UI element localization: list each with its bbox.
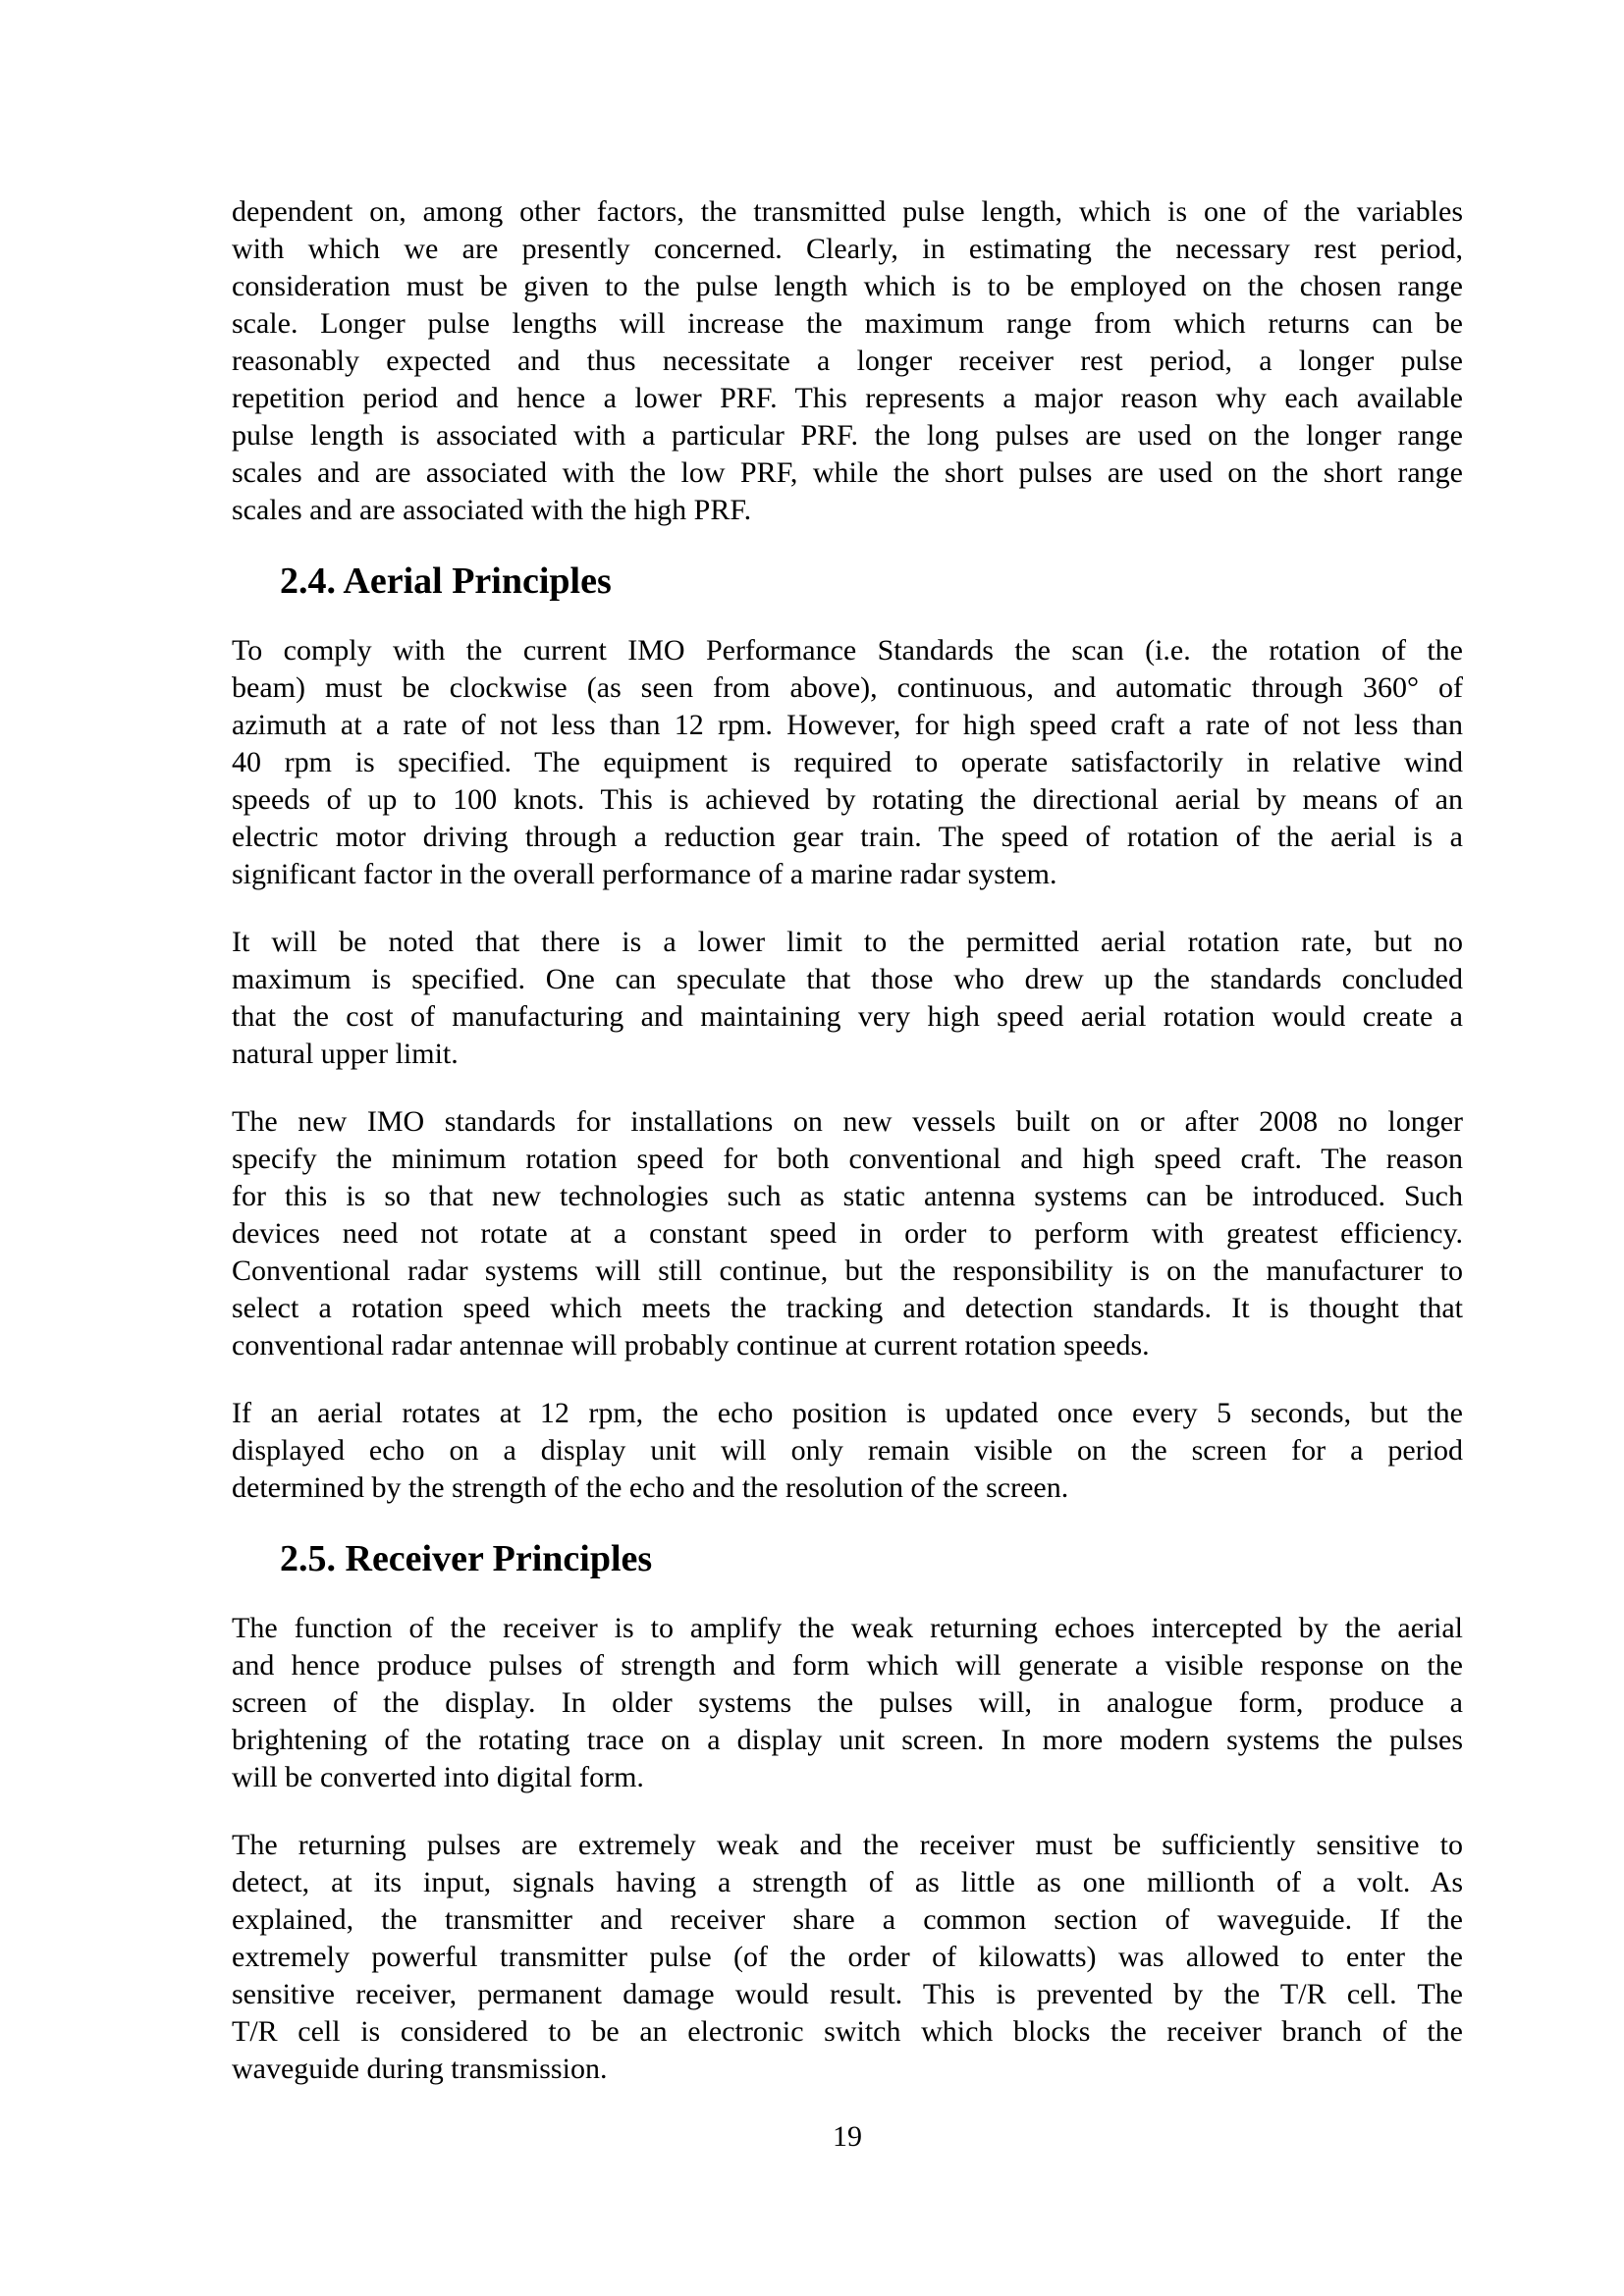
text-line: specify the minimum rotation speed for both conventional and high speed craft. The reason bbox=[232, 1143, 1463, 1175]
section-heading: 2.4. Aerial Principles bbox=[280, 561, 612, 602]
text-line: Conventional radar systems will still continue, but the responsibility is on the manufacturer to bbox=[232, 1255, 1463, 1287]
text-line: for this is so that new technologies such as static antenna systems can be introduced. Such bbox=[232, 1180, 1463, 1212]
text-line: extremely powerful transmitter pulse (of the order of kilowatts) was allowed to enter the bbox=[232, 1941, 1463, 1973]
text-line: that the cost of manufacturing and maintaining very high speed aerial rotation would create a bbox=[232, 1000, 1463, 1033]
text-line: electric motor driving through a reduction gear train. The speed of rotation of the aerial is a bbox=[232, 821, 1463, 853]
paragraph bbox=[232, 1395, 1463, 1507]
text-line: maximum is specified. One can speculate that those who drew up the standards concluded bbox=[232, 963, 1463, 995]
text-column bbox=[232, 193, 1463, 2156]
text-line: select a rotation speed which meets the tracking and detection standards. It is thought that bbox=[232, 1292, 1463, 1324]
text-line: repetition period and hence a lower PRF. This represents a major reason why each available bbox=[232, 382, 1463, 414]
text-line: and hence produce pulses of strength and form which will generate a visible response on the bbox=[232, 1649, 1463, 1682]
paragraph bbox=[232, 1827, 1463, 2088]
text-line: natural upper limit. bbox=[232, 1038, 459, 1070]
text-line: displayed echo on a display unit will only remain visible on the screen for a period bbox=[232, 1434, 1463, 1467]
paragraph bbox=[232, 632, 1463, 893]
text-line: The returning pulses are extremely weak and the receiver must be sufficiently sensitive to bbox=[232, 1829, 1463, 1861]
text-line: pulse length is associated with a particular PRF. the long pulses are used on the longer range bbox=[232, 419, 1463, 452]
text-line: explained, the transmitter and receiver share a common section of waveguide. If the bbox=[232, 1903, 1463, 1936]
text-line: scale. Longer pulse lengths will increase the maximum range from which returns can be bbox=[232, 307, 1463, 340]
text-line: azimuth at a rate of not less than 12 rpm. However, for high speed craft a rate of not less than bbox=[232, 709, 1463, 741]
paragraph bbox=[232, 1103, 1463, 1364]
text-line: significant factor in the overall performance of a marine radar system. bbox=[232, 858, 1057, 890]
text-line: The function of the receiver is to amplify the weak returning echoes intercepted by the aerial bbox=[232, 1612, 1463, 1644]
text-line: speeds of up to 100 knots. This is achieved by rotating the directional aerial by means of an bbox=[232, 783, 1463, 816]
text-line: To comply with the current IMO Performance Standards the scan (i.e. the rotation of the bbox=[232, 634, 1463, 667]
paragraph bbox=[232, 1610, 1463, 1796]
paragraph bbox=[232, 193, 1463, 529]
text-line: detect, at its input, signals having a strength of as little as one millionth of a volt. As bbox=[232, 1866, 1463, 1898]
text-line: will be converted into digital form. bbox=[232, 1761, 644, 1793]
text-line: conventional radar antennae will probably continue at current rotation speeds. bbox=[232, 1329, 1150, 1362]
text-line: T/R cell is considered to be an electronic switch which blocks the receiver branch of the bbox=[232, 2015, 1463, 2048]
section-heading: 2.5. Receiver Principles bbox=[280, 1538, 653, 1579]
text-line: waveguide during transmission. bbox=[232, 2053, 608, 2085]
text-line: reasonably expected and thus necessitate a longer receiver rest period, a longer pulse bbox=[232, 345, 1463, 377]
text-line: consideration must be given to the pulse length which is to be employed on the chosen range bbox=[232, 270, 1463, 302]
page-number: 19 bbox=[833, 2120, 862, 2153]
paragraph bbox=[232, 924, 1463, 1073]
text-line: scales and are associated with the low PRF, while the short pulses are used on the short range bbox=[232, 456, 1463, 489]
text-line: screen of the display. In older systems the pulses will, in analogue form, produce a bbox=[232, 1686, 1463, 1719]
text-line: It will be noted that there is a lower limit to the permitted aerial rotation rate, but no bbox=[232, 926, 1463, 958]
text-line: beam) must be clockwise (as seen from above), continuous, and automatic through 360° of bbox=[232, 671, 1463, 704]
text-line: If an aerial rotates at 12 rpm, the echo position is updated once every 5 seconds, but the bbox=[232, 1397, 1463, 1429]
text-line: The new IMO standards for installations on new vessels built on or after 2008 no longer bbox=[232, 1105, 1463, 1138]
text-line: dependent on, among other factors, the transmitted pulse length, which is one of the variables bbox=[232, 195, 1463, 228]
text-line: sensitive receiver, permanent damage would result. This is prevented by the T/R cell. The bbox=[232, 1978, 1463, 2010]
text-line: determined by the strength of the echo and the resolution of the screen. bbox=[232, 1471, 1069, 1504]
text-line: scales and are associated with the high PRF. bbox=[232, 494, 752, 526]
text-line: brightening of the rotating trace on a display unit screen. In more modern systems the pulses bbox=[232, 1724, 1463, 1756]
text-line: with which we are presently concerned. Clearly, in estimating the necessary rest period, bbox=[232, 233, 1463, 265]
text-line: devices need not rotate at a constant speed in order to perform with greatest efficiency. bbox=[232, 1217, 1463, 1250]
page-footer bbox=[232, 2118, 1463, 2156]
text-line: 40 rpm is specified. The equipment is required to operate satisfactorily in relative wind bbox=[232, 746, 1463, 778]
